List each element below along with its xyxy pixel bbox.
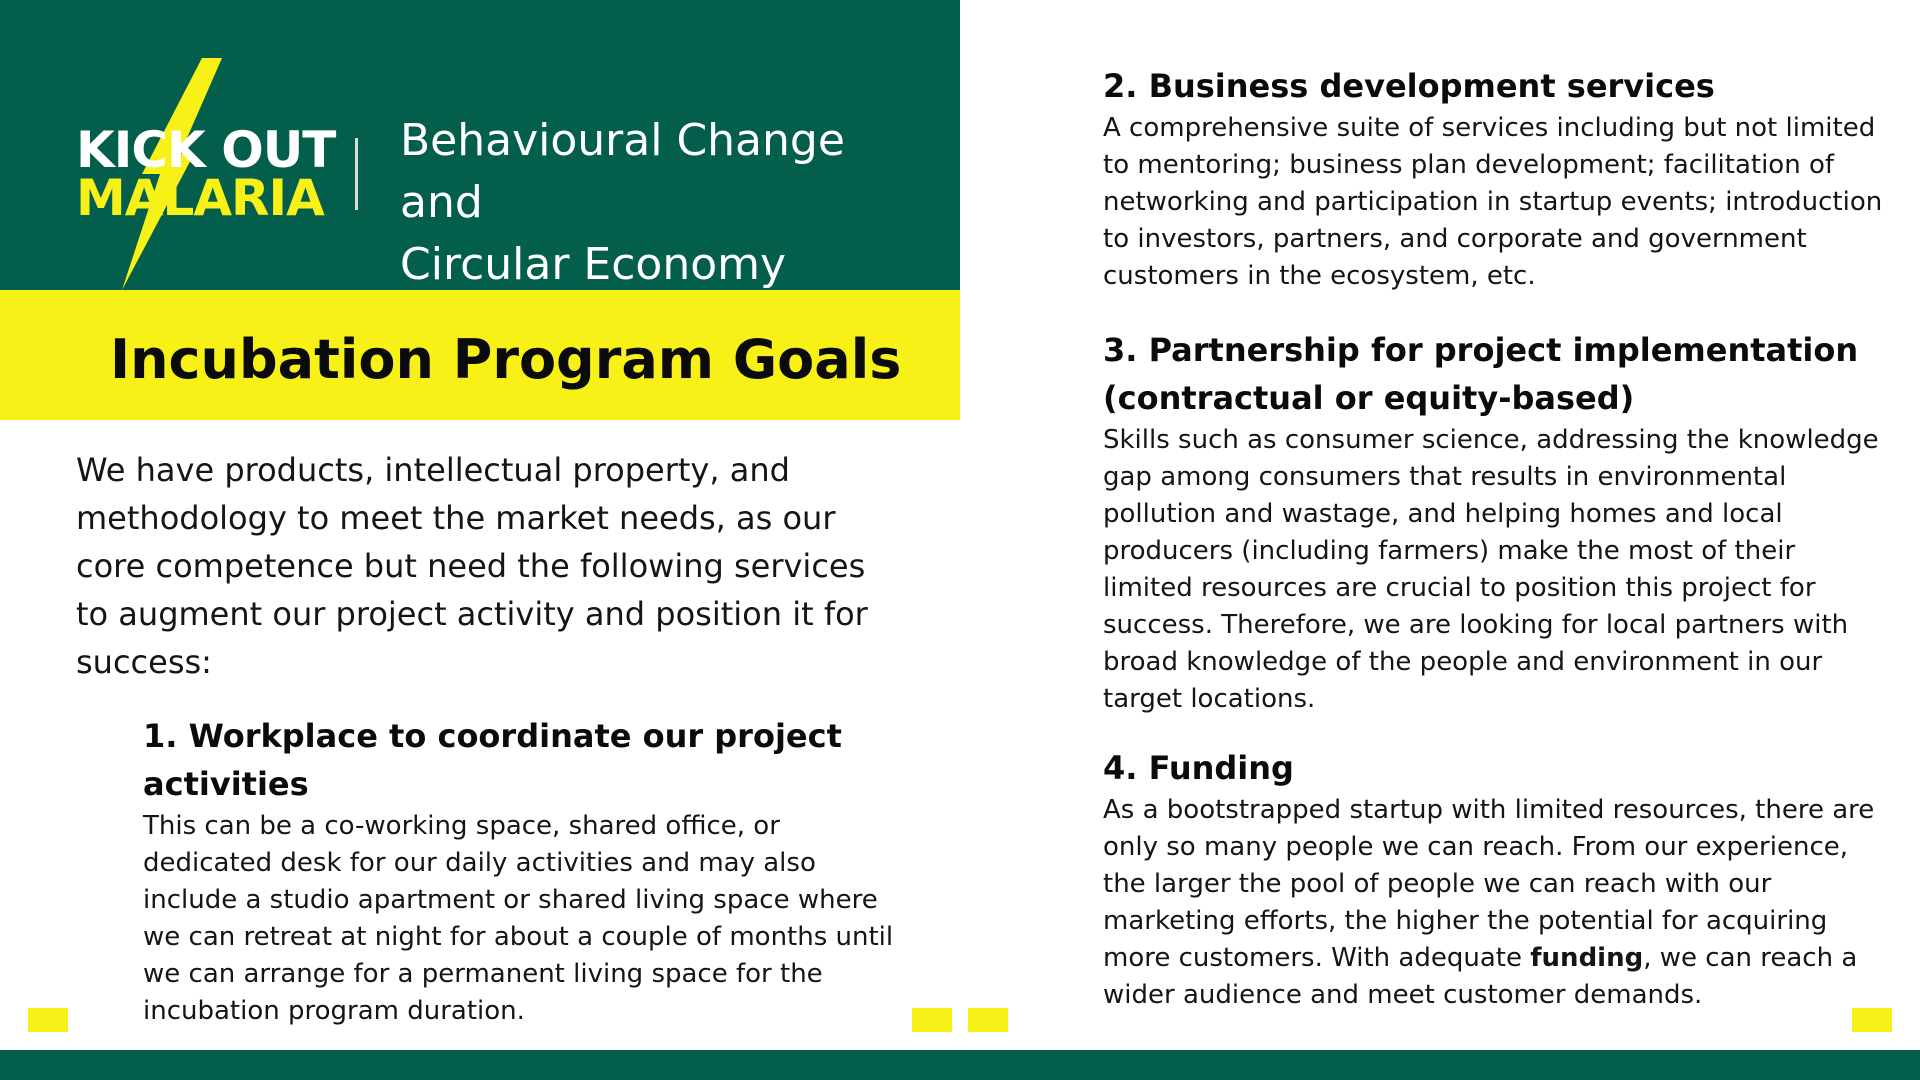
accent-marker: [968, 1008, 1008, 1032]
goal-section-funding: [1103, 744, 1893, 1014]
section-body-emphasis: funding: [1530, 943, 1644, 973]
section-body: This can be a co-working space, shared office, or dedicated desk for our daily activities and may also include a studio apartment or shared living space where we can retreat at night for about a couple of months until we can arrange for a permanent living space for the incubation program duration.: [143, 811, 894, 1026]
section-body-end: , we can reach a wider audience and meet customer demands.: [1103, 943, 1858, 1010]
page-title: Incubation Program Goals: [110, 328, 902, 391]
logo-divider: [355, 138, 358, 210]
section-body: [1103, 792, 1893, 1014]
accent-marker: [28, 1008, 68, 1032]
intro-paragraph: We have products, intellectual property, and methodology to meet the market needs, as our core competence but need the following services to augment our project activity and position it for success:: [76, 451, 868, 681]
section-body: Skills such as consumer science, addressing the knowledge gap among consumers that results in environmental pollution and wastage, and helping homes and local producers (including farmers) make the most of their limited resources are crucial to position this project for success. Therefore, we are looking for local partners with broad knowledge of the people and environment in our target locations.: [1103, 425, 1879, 714]
section-body-start: As a bootstrapped startup with limited resources, there are only so many people we can reach. From our experience, the larger the pool of people we can reach with our marketing efforts, the higher the potential for acquiring more customers. With adequate: [1103, 795, 1875, 973]
header-subtitle: [400, 110, 940, 296]
kick-out-malaria-logo: [68, 58, 358, 290]
accent-marker: [1852, 1008, 1892, 1032]
accent-marker: [912, 1008, 952, 1032]
logo-text-top: KICK OUT: [76, 121, 336, 179]
header-subtitle-line-1: Behavioural Change and: [400, 115, 845, 228]
goal-section-partnership: [1103, 326, 1883, 718]
goal-section-workplace: [143, 712, 903, 1030]
section-body: A comprehensive suite of services including but not limited to mentoring; business plan development; facilitation of networking and participation in startup events; introduction to investors, partners, and corporate and government customers in the ecosystem, etc.: [1103, 113, 1883, 291]
footer-band: [0, 1050, 1920, 1080]
goal-section-business-development: [1103, 62, 1883, 295]
section-heading: 4. Funding: [1103, 749, 1294, 787]
section-heading: 2. Business development services: [1103, 67, 1715, 105]
section-heading: 3. Partnership for project implementation (contractual or equity-based): [1103, 331, 1859, 417]
logo-text-bottom: MALARIA: [76, 169, 324, 227]
header-subtitle-line-2: Circular Economy: [400, 239, 787, 290]
section-heading: 1. Workplace to coordinate our project activities: [143, 717, 842, 803]
